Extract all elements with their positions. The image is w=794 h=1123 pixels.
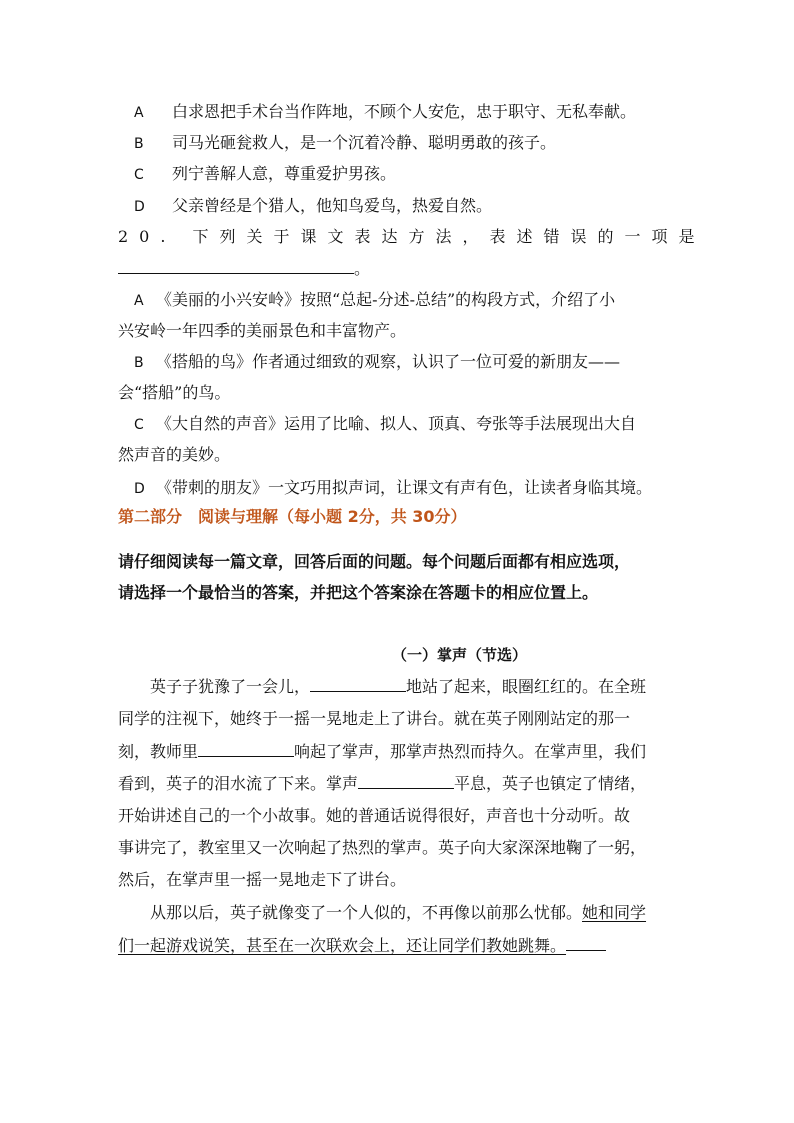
option-text: 《美丽的小兴安岭》按照“总起-分述-总结”的构段方式，介绍了小 — [156, 290, 616, 309]
q20-option-c-cont: 然声音的美妙。 — [118, 445, 231, 464]
option-letter: C — [134, 167, 144, 183]
passage-text: 响起了掌声，那掌声热烈而持久。在掌声里，我们 — [294, 742, 647, 761]
q20-option-c — [134, 413, 636, 436]
underline-tail — [566, 934, 606, 951]
underlined-sentence: 她和同学 — [582, 903, 647, 922]
q20-option-a — [134, 289, 615, 312]
passage-text: 平息，英子也镇定了情绪， — [454, 774, 647, 793]
fill-blank — [310, 675, 406, 692]
part2-instruction-line2: 请选择一个最恰当的答案，并把这个答案涂在答题卡的相应位置上。 — [118, 583, 599, 602]
q19-option-b — [134, 132, 556, 155]
fill-blank — [198, 740, 294, 757]
option-letter: B — [134, 136, 144, 152]
passage-line: 事讲完了，教室里又一次响起了热烈的掌声。英子向大家深深地鞠了一躬， — [118, 838, 647, 857]
q20-option-b-cont: 会“搭船”的鸟。 — [118, 383, 231, 402]
passage-text: 地站了起来，眼圈红红的。在全班 — [406, 677, 647, 696]
option-text: 父亲曾经是个猎人，他知鸟爱鸟，热爱自然。 — [172, 196, 493, 215]
passage-line — [118, 934, 606, 957]
option-text: 《搭船的鸟》作者通过细致的观察，认识了一位可爱的新朋友—— — [156, 352, 621, 371]
end-mark: 。 — [354, 259, 371, 278]
option-text: 司马光砸瓮救人，是一个沉着冷静、聪明勇敢的孩子。 — [172, 133, 557, 152]
underlined-sentence: 们一起游戏说笑，甚至在一次联欢会上，还让同学们教她跳舞。 — [118, 936, 567, 955]
passage-text: 英子子犹豫了一会儿， — [150, 677, 311, 696]
passage-title: （一）掌声（节选） — [392, 646, 528, 664]
answer-blank — [118, 257, 354, 274]
option-letter: C — [134, 417, 144, 433]
option-text: 《大自然的声音》运用了比喻、拟人、顶真、夸张等手法展现出大自 — [156, 414, 637, 433]
option-letter: D — [134, 481, 145, 497]
part2-title: 第二部分 阅读与理解（每小题 2分，共 30分） — [118, 507, 467, 526]
option-text: 白求恩把手术台当作阵地，不顾个人安危，忠于职守、无私奉献。 — [172, 102, 637, 121]
passage-line — [118, 740, 646, 763]
option-letter: A — [134, 105, 144, 121]
part2-instruction-line1: 请仔细阅读每一篇文章，回答后面的问题。每个问题后面都有相应选项， — [118, 552, 631, 571]
q19-option-a — [134, 101, 636, 124]
passage-text: 从那以后，英子就像变了一个人似的，不再像以前那么忧郁。 — [150, 903, 583, 922]
passage-text: 刻，教师里 — [118, 742, 199, 761]
option-letter: A — [134, 293, 144, 309]
q19-option-d — [134, 195, 492, 218]
option-letter: D — [134, 199, 145, 215]
q20-option-b — [134, 351, 620, 374]
q20-option-d — [134, 477, 652, 500]
q19-option-c — [134, 163, 396, 186]
option-letter: B — [134, 355, 144, 371]
q20-answer-line — [118, 257, 370, 280]
passage-line — [150, 902, 646, 924]
passage-line — [150, 675, 646, 698]
option-text: 列宁善解人意，尊重爱护男孩。 — [172, 164, 397, 183]
q20-stem: 20. 下列关于课文表达方法，表述错误的一项是 — [118, 227, 706, 246]
passage-line — [118, 772, 646, 795]
passage-line: 同学的注视下，她终于一摇一晃地走上了讲台。就在英子刚刚站定的那一 — [118, 709, 631, 728]
q20-option-a-cont: 兴安岭一年四季的美丽景色和丰富物产。 — [118, 321, 407, 340]
passage-line: 开始讲述自己的一个小故事。她的普通话说得很好，声音也十分动听。故 — [118, 806, 631, 825]
passage-text: 看到，英子的泪水流了下来。掌声 — [118, 774, 359, 793]
option-text: 《带刺的朋友》一文巧用拟声词，让课文有声有色，让读者身临其境。 — [156, 478, 653, 497]
fill-blank — [358, 772, 454, 789]
passage-line: 然后，在掌声里一摇一晃地走下了讲台。 — [118, 870, 407, 889]
